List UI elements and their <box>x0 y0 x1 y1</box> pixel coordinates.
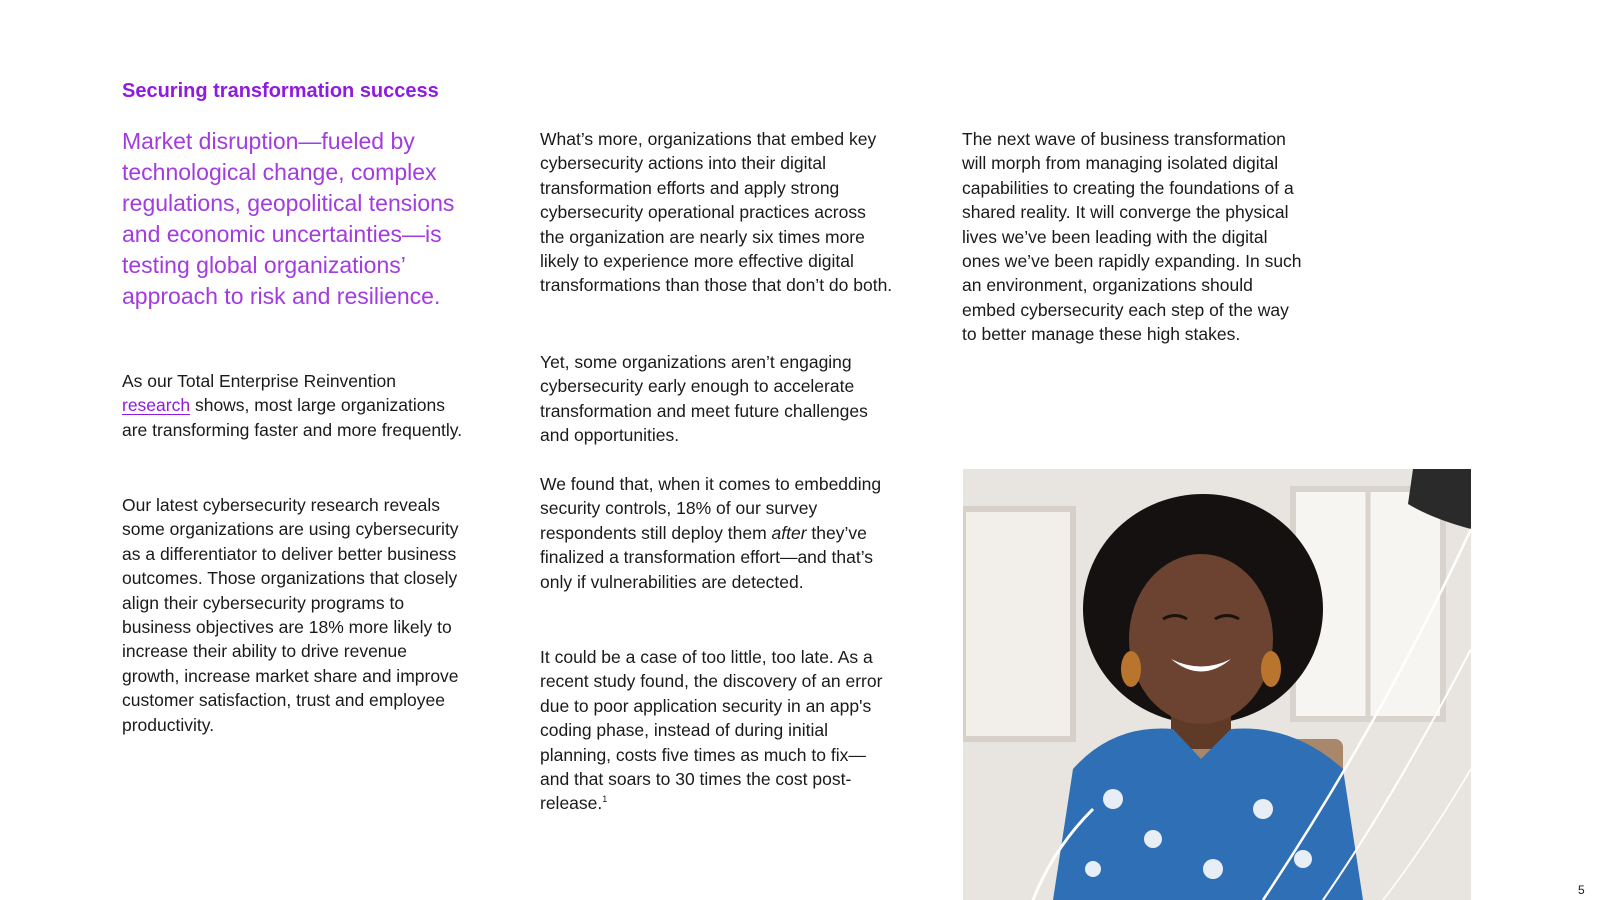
shirt-pattern <box>1294 850 1312 868</box>
woman-smiling-photo <box>963 469 1471 900</box>
footnote-marker: 1 <box>602 794 608 805</box>
column1-paragraph-2: Our latest cybersecurity research reveals some organizations are using cybersecurity as a differentiator to deliver better business outcomes. Those organizations that closely align their cybersecurity programs to business objectives are 18% more likely to increase their ability to drive revenue growth, increase market share and improve customer satisfaction, trust and employee productivity. <box>122 495 459 735</box>
face <box>1129 554 1273 724</box>
text-span: shows, most large organizations are transforming faster and more frequently. <box>122 395 463 440</box>
column2-paragraph-1: What’s more, organizations that embed key cybersecurity actions into their digital transformation efforts and apply strong cybersecurity operational practices across the organization are nearly six times more likely to experience more effective digital transformations than those that don’t do both. <box>540 129 893 296</box>
column2-paragraph-4 <box>540 645 895 816</box>
shirt-pattern <box>1253 799 1273 819</box>
column1-paragraph-1 <box>122 369 467 442</box>
text-span: It could be a case of too little, too late. As a recent study found, the discovery of an error due to poor application security in an app's coding phase, instead of during initial planning, costs five times as much to fix—and that soars to 30 times the cost post-release. <box>540 647 883 814</box>
earring-right <box>1261 651 1281 687</box>
shirt-pattern <box>1103 789 1123 809</box>
photo-illustration <box>963 469 1471 900</box>
earring-left <box>1121 651 1141 687</box>
text-span: they’ve finalized a transformation effort—and that’s only if vulnerabilities are detected. <box>540 522 874 592</box>
lead-paragraph: Market disruption—fueled by technological change, complex regulations, geopolitical tensions and economic uncertainties—is testing global organizations’ approach to risk and resilience. <box>122 128 455 309</box>
research-link[interactable]: research <box>122 395 191 416</box>
column2-paragraph-3 <box>540 472 895 594</box>
emphasis-after: after <box>771 522 807 543</box>
shirt-pattern <box>1144 830 1162 848</box>
text-span: As our Total Enterprise Reinvention <box>122 371 396 391</box>
page-number: 5 <box>1578 883 1585 897</box>
section-title: Securing transformation success <box>122 80 439 102</box>
text-span: We found that, when it comes to embedding security controls, 18% of our survey respondents still deploy them <box>540 474 882 543</box>
shirt-pattern <box>1203 859 1223 879</box>
shirt-pattern <box>1085 861 1101 877</box>
column3-paragraph-1: The next wave of business transformation will morph from managing isolated digital capabilities to creating the foundations of a shared reality. It will converge the physical lives we’ve been leading with the digital ones we’ve been rapidly expanding. In such an environment, organizations should embed cybersecurity each step of the way to better manage these high stakes. <box>962 129 1302 345</box>
left-window <box>963 509 1073 739</box>
column2-paragraph-2: Yet, some organizations aren’t engaging cybersecurity early enough to accelerate transformation and meet future challenges and opportunities. <box>540 352 868 446</box>
